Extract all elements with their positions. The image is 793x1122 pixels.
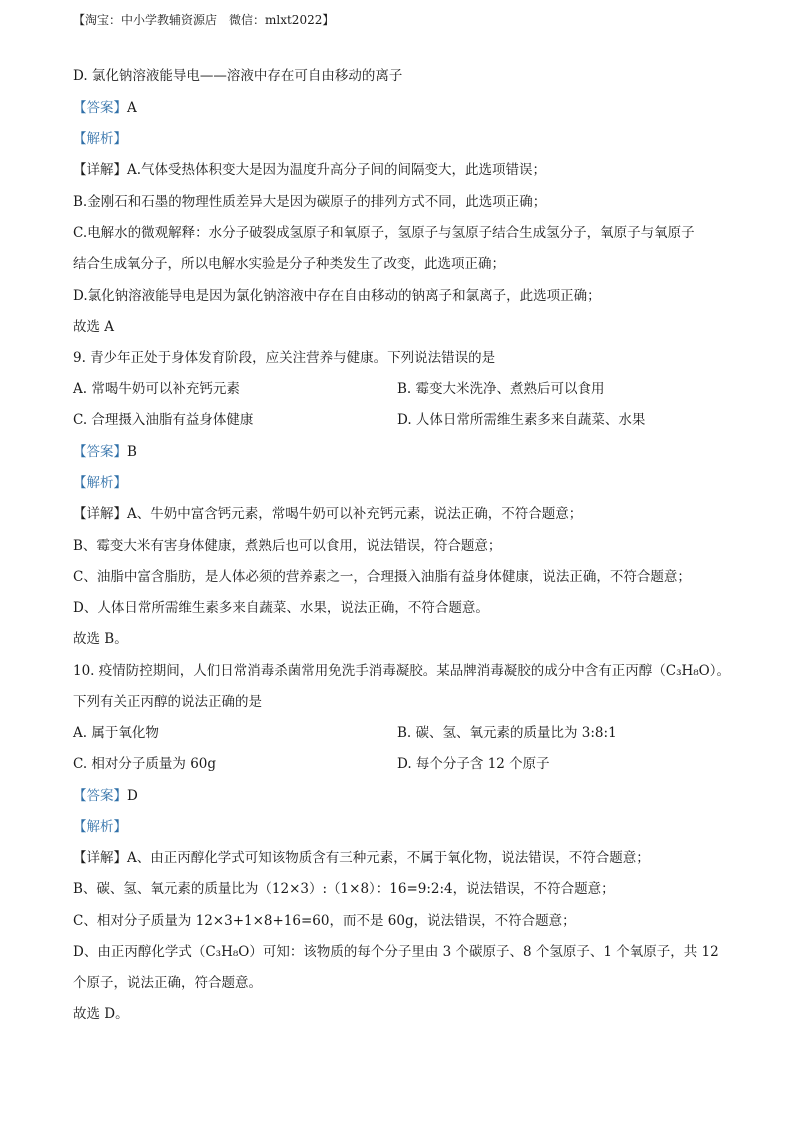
q10-conclusion: 故选 D。: [73, 1006, 129, 1022]
answer-value: D: [127, 788, 138, 804]
q9-stem: 9. 青少年正处于身体发育阶段，应关注营养与健康。下列说法错误的是: [73, 350, 496, 366]
q9-option-d: D. 人体日常所需维生素多来自蔬菜、水果: [397, 412, 646, 428]
detail-text: A、牛奶中富含钙元素，常喝牛奶可以补充钙元素，说法正确，不符合题意；: [127, 506, 583, 522]
q9-option-c: C. 合理摄入油脂有益身体健康: [73, 412, 254, 428]
page-header: 【淘宝：中小学教辅资源店 微信：mlxt2022】: [73, 13, 335, 27]
q10-answer: [73, 787, 138, 805]
answer-value: B: [127, 444, 137, 460]
q9-detail-4: D、人体日常所需维生素多来自蔬菜、水果，说法正确，不符合题意。: [73, 600, 489, 616]
q9-analysis-tag: 【解析】: [73, 475, 127, 491]
q10-option-b: B. 碳、氢、氧元素的质量比为 3:8:1: [397, 725, 617, 741]
q9-conclusion: 故选 B。: [73, 631, 128, 647]
q10-option-a: A. 属于氧化物: [73, 725, 159, 741]
q8-detail-2: B.金刚石和石墨的物理性质差异大是因为碳原子的排列方式不同，此选项正确；: [73, 194, 547, 210]
q10-option-c: C. 相对分子质量为 60g: [73, 756, 217, 772]
q9-option-a: A. 常喝牛奶可以补充钙元素: [73, 381, 240, 397]
detail-text: A.气体受热体积变大是因为温度升高分子间的间隔变大，此选项错误；: [127, 162, 547, 178]
q10-detail-3: C、相对分子质量为 12×3+1×8+16=60，而不是 60g，说法错误，不符合题意；: [73, 913, 576, 929]
q10-stem-2: 下列有关正丙醇的说法正确的是: [73, 694, 262, 710]
q10-detail-4: D、由正丙醇化学式（C₃H₈O）可知：该物质的每个分子里由 3 个碳原子、8 个氢原子、1 个氧原子，共 12: [73, 944, 719, 960]
answer-tag: 【答案】: [73, 444, 127, 460]
q8-detail-3: C.电解水的微观解释：水分子破裂成氢原子和氧原子，氢原子与氢原子结合生成氢分子，氧原子与氧原子: [73, 225, 695, 241]
q9-detail-1: [73, 505, 582, 523]
q8-detail-4: 结合生成氧分子，所以电解水实验是分子种类发生了改变，此选项正确；: [73, 256, 505, 272]
answer-tag: 【答案】: [73, 100, 127, 116]
answer-value: A: [127, 100, 137, 116]
q8-detail-5: D.氯化钠溶液能导电是因为氯化钠溶液中存在自由移动的钠离子和氯离子，此选项正确；: [73, 288, 601, 304]
q8-option-d: D. 氯化钠溶液能导电——溶液中存在可自由移动的离子: [73, 68, 403, 84]
q9-option-b: B. 霉变大米洗净、煮熟后可以食用: [397, 381, 605, 397]
detail-tag: 【详解】: [73, 850, 127, 866]
q9-answer: [73, 443, 137, 461]
q10-detail-2: B、碳、氢、氧元素的质量比为（12×3）:（1×8）：16=9:2:4，说法错误，不符合题意；: [73, 881, 615, 897]
q9-detail-3: C、油脂中富含脂肪，是人体必须的营养素之一，合理摄入油脂有益身体健康，说法正确，不符合题意；: [73, 569, 691, 585]
q9-detail-2: B、霉变大米有害身体健康，煮熟后也可以食用，说法错误，符合题意；: [73, 538, 502, 554]
detail-tag: 【详解】: [73, 506, 127, 522]
q8-analysis-tag: 【解析】: [73, 131, 127, 147]
q10-analysis-tag: 【解析】: [73, 819, 127, 835]
detail-tag: 【详解】: [73, 162, 127, 178]
q8-conclusion: 故选 A: [73, 319, 115, 335]
detail-text: A、由正丙醇化学式可知该物质含有三种元素，不属于氧化物，说法错误，不符合题意；: [127, 850, 650, 866]
q10-stem-1: 10. 疫情防控期间，人们日常消毒杀菌常用免洗手消毒凝胶。某品牌消毒凝胶的成分中含有正丙醇（C₃H₈O）。: [73, 663, 731, 679]
q10-option-d: D. 每个分子含 12 个原子: [397, 756, 550, 772]
answer-tag: 【答案】: [73, 788, 127, 804]
q10-detail-5: 个原子，说法正确，符合题意。: [73, 975, 262, 991]
q8-answer: [73, 99, 137, 117]
q10-detail-1: [73, 849, 650, 867]
q8-detail-1: [73, 161, 546, 179]
